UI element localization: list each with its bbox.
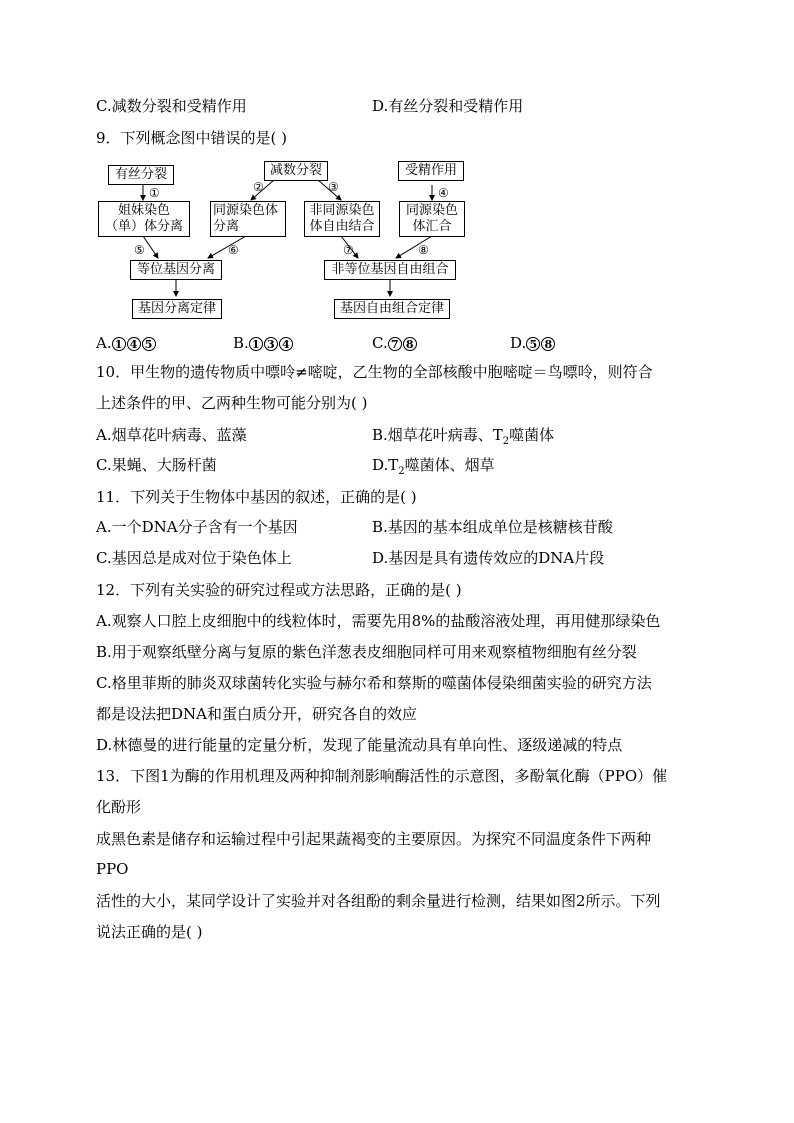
q10-d-post: 噬菌体、烟草	[404, 456, 495, 474]
box-sister-separation	[98, 201, 190, 237]
q9-c-num2: 8	[403, 337, 417, 351]
q12-option-b: B.用于观察纸壁分离与复原的紫色洋葱表皮细胞同样可用来观察植物细胞有丝分裂	[96, 643, 637, 661]
q8-option-c: C.减数分裂和受精作用	[96, 97, 247, 115]
label-8: ⑧	[418, 243, 429, 257]
q9-d-num2: 8	[541, 337, 555, 351]
q10-d-sub: 2	[398, 466, 405, 477]
label-3: ③	[328, 180, 339, 194]
box-fertilization: 受精作用	[398, 161, 464, 181]
q10-option-a: A.烟草花叶病毒、蓝藻	[96, 426, 247, 444]
q9-option-d	[510, 333, 556, 353]
q12-option-d: D.林德曼的进行能量的定量分析，发现了能量流动具有单向性、逐级递减的特点	[96, 736, 623, 754]
box-segregation-law: 基因分离定律	[132, 299, 222, 319]
box-nonallele-combination: 非等位基因自由组合	[324, 260, 456, 280]
q13-line2: 化酚形	[96, 798, 142, 816]
q11-option-b: B.基因的基本组成单位是核糖核苷酸	[372, 518, 613, 536]
box-allele-separation: 等位基因分离	[130, 260, 222, 280]
arrow-5	[143, 236, 158, 258]
q13-line6: 说法正确的是( )	[96, 923, 203, 941]
q9-stem: 9．下列概念图中错误的是( )	[96, 129, 288, 147]
q9-c-num1: 7	[388, 337, 402, 351]
label-1: ①	[149, 186, 160, 200]
q13-line4: PPO	[96, 860, 129, 878]
q9-b-num1: 1	[249, 337, 263, 351]
box-sister-line2: （单）体分离	[104, 219, 183, 234]
label-6: ⑥	[228, 243, 239, 257]
q10-option-b	[372, 425, 554, 452]
box-homjoin-line2: 体汇合	[412, 219, 452, 234]
box-independent-assortment-law: 基因自由组合定律	[334, 299, 450, 319]
q12-option-a: A.观察人口腔上皮细胞中的线粒体时，需要先用8%的盐酸溶液处理，再用健那绿染色	[96, 612, 661, 630]
label-5: ⑤	[134, 243, 145, 257]
box-nonhom-line2: 体自由结合	[309, 219, 375, 234]
q11-option-a: A.一个DNA分子含有一个基因	[96, 518, 298, 536]
q9-a-num3: 5	[142, 337, 156, 351]
q12-stem: 12．下列有关实验的研究过程或方法思路，正确的是( )	[96, 581, 462, 599]
q9-option-b-prefix: B.	[233, 334, 249, 352]
q9-option-a	[96, 333, 157, 353]
q10-stem-line1: 10．甲生物的遗传物质中嘌呤≠嘧啶，乙生物的全部核酸中胞嘧啶＝鸟嘌呤，则符合	[96, 363, 653, 381]
q10-b-post: 噬菌体	[509, 426, 555, 444]
box-homologous-separation	[210, 201, 286, 237]
q9-option-c-prefix: C.	[372, 334, 388, 352]
arrow-6	[208, 236, 246, 258]
q9-a-num2: 4	[127, 337, 141, 351]
box-homjoin-line1: 同源染色	[405, 203, 458, 218]
q11-stem: 11．下列关于生物体中基因的叙述，正确的是( )	[96, 488, 417, 506]
box-nonhomologous-combination	[304, 201, 380, 237]
q10-stem-line2: 上述条件的甲、乙两种生物可能分别为( )	[96, 394, 368, 412]
q13-line3: 成黑色素是储存和运输过程中引起果蔬褐变的主要原因。为探究不同温度条件下两种	[96, 830, 652, 848]
box-nonhom-line1: 非同源染色	[309, 203, 375, 218]
label-4: ④	[438, 186, 449, 200]
q10-option-c: C.果蝇、大肠杆菌	[96, 456, 217, 474]
box-mitosis: 有丝分裂	[108, 165, 174, 185]
q10-option-d	[372, 455, 495, 482]
q9-option-d-prefix: D.	[510, 334, 527, 352]
q9-a-num1: 1	[112, 337, 126, 351]
q11-option-d: D.基因是具有遗传效应的DNA片段	[372, 549, 605, 567]
q11-option-c: C.基因总是成对位于染色体上	[96, 549, 292, 567]
q10-b-pre: B.烟草花叶病毒、T	[372, 426, 503, 444]
q10-d-pre: D.T	[372, 456, 399, 474]
q9-option-c	[372, 333, 418, 353]
box-homsep-line1: 同源染色体	[213, 203, 279, 218]
q8-option-d: D.有丝分裂和受精作用	[372, 97, 524, 115]
q12-option-c-line2: 都是设法把DNA和蛋白质分开，研究各自的效应	[96, 705, 417, 723]
concept-diagram	[96, 158, 476, 324]
q12-option-c-line1: C.格里菲斯的肺炎双球菌转化实验与赫尔希和蔡斯的噬菌体侵染细菌实验的研究方法	[96, 674, 652, 692]
q9-d-num1: 5	[526, 337, 540, 351]
label-7: ⑦	[343, 243, 354, 257]
q9-b-num3: 4	[279, 337, 293, 351]
label-2: ②	[253, 180, 264, 194]
q9-option-a-prefix: A.	[96, 334, 112, 352]
q9-option-b	[233, 333, 294, 353]
q13-line5: 活性的大小，某同学设计了实验并对各组酚的剩余量进行检测，结果如图2所示。下列	[96, 892, 661, 910]
box-sister-line1: 姐妹染色	[117, 203, 170, 218]
box-homsep-line2: 分离	[213, 219, 240, 234]
box-meiosis: 减数分裂	[264, 161, 328, 181]
q9-b-num2: 3	[264, 337, 278, 351]
box-homologous-joining	[399, 201, 465, 237]
q13-line1: 13．下图1为酶的作用机理及两种抑制剂影响酶活性的示意图，多酚氧化酶（PPO）催	[96, 767, 668, 785]
q10-b-sub: 2	[502, 436, 510, 447]
